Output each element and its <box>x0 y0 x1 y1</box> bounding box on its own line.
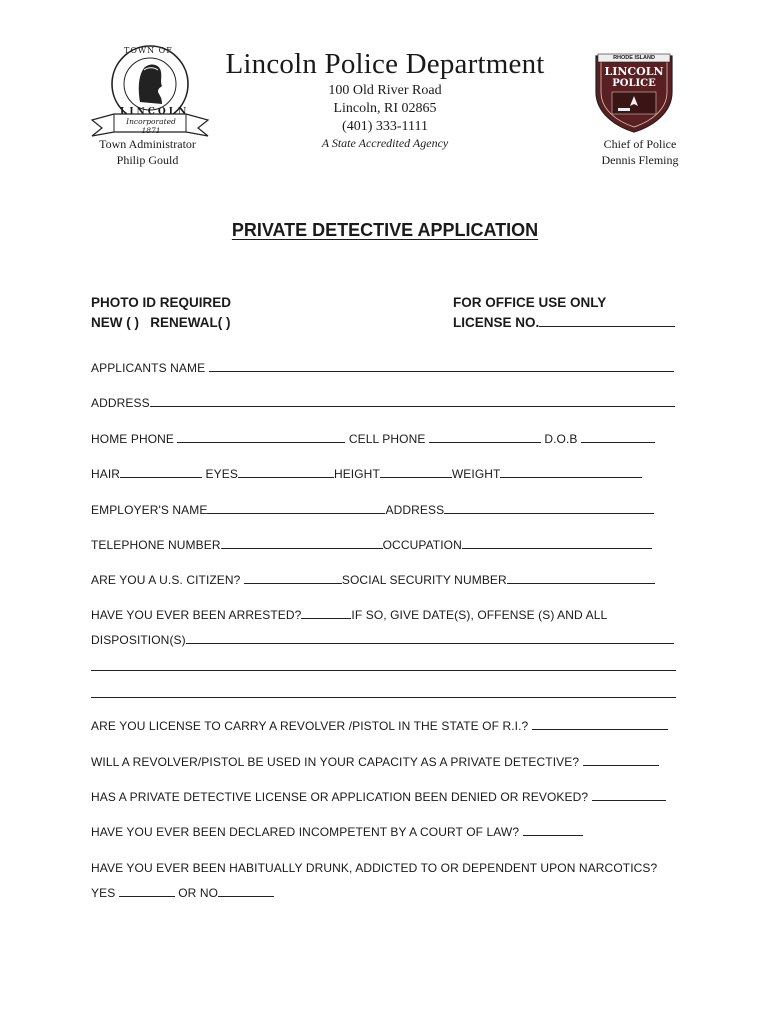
license-carry-field[interactable] <box>532 719 668 730</box>
town-administrator-name: Philip Gould <box>116 153 179 167</box>
yes-label: YES <box>91 886 116 900</box>
employer-address-field[interactable] <box>444 503 654 514</box>
disposition-line-3[interactable] <box>91 697 676 698</box>
occupation-label: OCCUPATION <box>382 538 462 552</box>
cell-phone-field[interactable] <box>429 432 541 443</box>
denied-row <box>91 790 666 804</box>
no-field[interactable] <box>218 886 274 897</box>
dob-field[interactable] <box>581 432 655 443</box>
if-so-label: IF SO, GIVE DATE(S), OFFENSE (S) AND ALL <box>351 608 608 622</box>
incompetent-field[interactable] <box>523 825 583 836</box>
employer-name-label: EMPLOYER'S NAME <box>91 503 208 517</box>
seal-bottom-text: LINCOLN <box>120 107 190 117</box>
employer-row <box>91 503 654 517</box>
incompetent-label: HAVE YOU EVER BEEN DECLARED INCOMPETENT BY A COURT OF LAW? <box>91 825 520 839</box>
ssn-field[interactable] <box>507 573 655 584</box>
license-no-field[interactable] <box>539 316 675 327</box>
height-field[interactable] <box>380 467 452 478</box>
yes-field[interactable] <box>119 886 175 897</box>
applicants-name-label: APPLICANTS NAME <box>91 361 206 375</box>
address-field[interactable] <box>150 396 675 407</box>
weight-label: WEIGHT <box>451 467 501 481</box>
town-administrator-title: Town Administrator <box>99 137 196 151</box>
phone-row <box>91 432 655 446</box>
telephone-number-label: TELEPHONE NUMBER <box>91 538 221 552</box>
drunk-row <box>91 861 657 875</box>
disposition-field[interactable] <box>186 633 674 644</box>
office-use-only: FOR OFFICE USE ONLY <box>453 295 607 310</box>
dob-label: D.O.B <box>544 432 578 446</box>
ssn-label: SOCIAL SECURITY NUMBER <box>341 573 507 587</box>
address-line2: Lincoln, RI 02865 <box>333 101 437 116</box>
drunk-label: HAVE YOU EVER BEEN HABITUALLY DRUNK, ADDICTED TO OR DEPENDENT UPON NARCOTICS? <box>91 861 658 875</box>
citizen-row <box>91 573 655 587</box>
photo-id-required: PHOTO ID REQUIRED <box>91 295 232 310</box>
physical-row <box>91 467 642 481</box>
denied-field[interactable] <box>592 790 666 801</box>
weight-field[interactable] <box>500 467 642 478</box>
badge-line2: POLICE <box>612 78 656 89</box>
height-label: HEIGHT <box>333 467 380 481</box>
new-renewal: NEW ( ) RENEWAL( ) <box>91 315 231 330</box>
badge-top-text: RHODE ISLAND <box>613 55 655 61</box>
applicants-name-field[interactable] <box>209 361 674 372</box>
telephone-number-field[interactable] <box>221 538 383 549</box>
hair-label: HAIR <box>91 467 121 481</box>
disposition-label: DISPOSITION(S) <box>91 633 186 647</box>
home-phone-field[interactable] <box>177 432 345 443</box>
eyes-label: EYES <box>205 467 238 481</box>
license-no-label: LICENSE NO. <box>453 315 540 330</box>
denied-label: HAS A PRIVATE DETECTIVE LICENSE OR APPLICATION BEEN DENIED OR REVOKED? <box>91 790 589 804</box>
revolver-row <box>91 755 659 769</box>
seal-top-text: TOWN OF <box>124 46 173 55</box>
us-citizen-label: ARE YOU A U.S. CITIZEN? <box>91 573 241 587</box>
revolver-used-label: WILL A REVOLVER/PISTOL BE USED IN YOUR CAPACITY AS A PRIVATE DETECTIVE? <box>91 755 580 769</box>
chief-name: Dennis Fleming <box>601 153 679 167</box>
license-carry-row <box>91 719 668 733</box>
license-carry-label: ARE YOU LICENSE TO CARRY A REVOLVER /PISTOL IN THE STATE OF R.I.? <box>91 719 529 733</box>
address-row <box>91 396 675 410</box>
employer-address-label: ADDRESS <box>385 503 445 517</box>
address-line1: 100 Old River Road <box>328 83 442 98</box>
home-phone-label: HOME PHONE <box>91 432 175 446</box>
seal-ribbon-text: Incorporated 1871 <box>126 117 176 135</box>
arrested-label: HAVE YOU EVER BEEN ARRESTED? <box>91 608 302 622</box>
arrested-row <box>91 608 607 622</box>
arrested-field[interactable] <box>301 608 351 619</box>
telephone-row <box>91 538 652 552</box>
chief-title: Chief of Police <box>603 137 677 151</box>
department-name: Lincoln Police Department <box>225 48 545 80</box>
cell-phone-label: CELL PHONE <box>348 432 426 446</box>
us-citizen-field[interactable] <box>244 573 342 584</box>
badge-line1: LINCOLN <box>604 65 664 78</box>
or-no-label: OR NO <box>178 886 219 900</box>
applicants-name-row <box>91 361 674 375</box>
revolver-used-field[interactable] <box>583 755 659 766</box>
address-label: ADDRESS <box>91 396 150 410</box>
disposition-row <box>91 633 674 647</box>
form-title-text: PRIVATE DETECTIVE APPLICATION <box>231 220 539 240</box>
photo-id-block <box>91 293 231 333</box>
incompetent-row <box>91 825 583 839</box>
disposition-line-2[interactable] <box>91 670 676 671</box>
employer-name-field[interactable] <box>207 503 385 514</box>
form-title <box>0 220 770 241</box>
office-use-block <box>453 293 675 333</box>
eyes-field[interactable] <box>238 467 334 478</box>
town-administrator <box>80 136 215 168</box>
hair-field[interactable] <box>120 467 202 478</box>
occupation-field[interactable] <box>462 538 652 549</box>
yes-no-row <box>91 886 274 900</box>
accreditation: A State Accredited Agency <box>321 136 449 150</box>
department-phone: (401) 333-1111 <box>342 119 428 134</box>
chief-of-police <box>580 136 700 168</box>
